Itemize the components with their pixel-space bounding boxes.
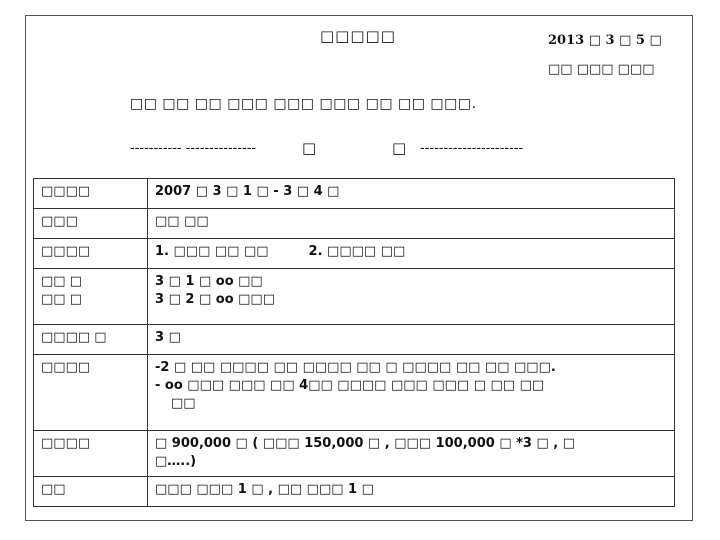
info-table [33, 178, 675, 507]
row-label: □□□□ □ [34, 325, 148, 355]
table-row [34, 269, 675, 325]
row-label-line: □□ □ [41, 292, 82, 307]
document-title: □□□□□ [320, 27, 396, 45]
row-value-line [155, 243, 667, 261]
document-date: 2013 □ 3 □ 5 □ [548, 33, 662, 48]
row-value-line: □□ [171, 396, 196, 411]
row-value [148, 269, 675, 325]
row-value [148, 239, 675, 269]
row-value-line: □ 900,000 □ ( □□□ 150,000 □ , □□□ 100,000 □ *3 □ , □ [155, 436, 576, 451]
row-value-line: □…..) [155, 454, 197, 469]
row-value [148, 355, 675, 431]
row-label: □□□□ [34, 355, 148, 431]
table-row [34, 179, 675, 209]
row-value [148, 209, 675, 239]
cut-line-dashes-left: ----------- --------------- [130, 141, 257, 156]
document-author: □□ □□□ □□□ [548, 62, 655, 77]
intro-text: □□ □□ □□ □□□ □□□ □□□ □□ □□ □□□. [130, 96, 477, 112]
row-value-item: 1. □□□ □□ □□ [155, 244, 269, 259]
row-label: □□□□ [34, 239, 148, 269]
table-row [34, 239, 675, 269]
row-label: □□□□ [34, 179, 148, 209]
row-value-line: 3 □ 2 □ oo □□□ [155, 292, 275, 307]
row-value-line: -2 □ □□ □□□□ □□ □□□□ □□ □ □□□□ □□ □□ □□□. [155, 360, 556, 375]
table-row [34, 477, 675, 507]
row-value [148, 477, 675, 507]
row-value [148, 179, 675, 209]
row-value-line: 2007 □ 3 □ 1 □ - 3 □ 4 □ [155, 184, 340, 199]
row-label: □□□□ [34, 431, 148, 477]
cut-line [130, 141, 560, 157]
cut-line-mark-left: □ [302, 139, 317, 157]
cut-line-mark-right: □ [392, 139, 407, 157]
cut-line-dashes-right: ---------------------- [420, 141, 524, 156]
row-value-line: □□ □□ [155, 214, 209, 229]
row-value [148, 431, 675, 477]
row-value-line: - oo □□□ □□□ □□ 4□□ □□□□ □□□ □□□ □ □□ □□ [155, 378, 545, 393]
row-value-line: 3 □ 1 □ oo □□ [155, 274, 263, 289]
row-label: □□ [34, 477, 148, 507]
row-label-line: □□ □ [41, 274, 82, 289]
table-row [34, 355, 675, 431]
row-label [34, 269, 148, 325]
row-label: □□□ [34, 209, 148, 239]
table-row [34, 209, 675, 239]
row-value-line: 3 □ [155, 330, 181, 345]
row-value-item: 2. □□□□ □□ [308, 244, 406, 259]
row-value-line: □□□ □□□ 1 □ , □□ □□□ 1 □ [155, 482, 374, 497]
table-row [34, 431, 675, 477]
row-value [148, 325, 675, 355]
table-row [34, 325, 675, 355]
